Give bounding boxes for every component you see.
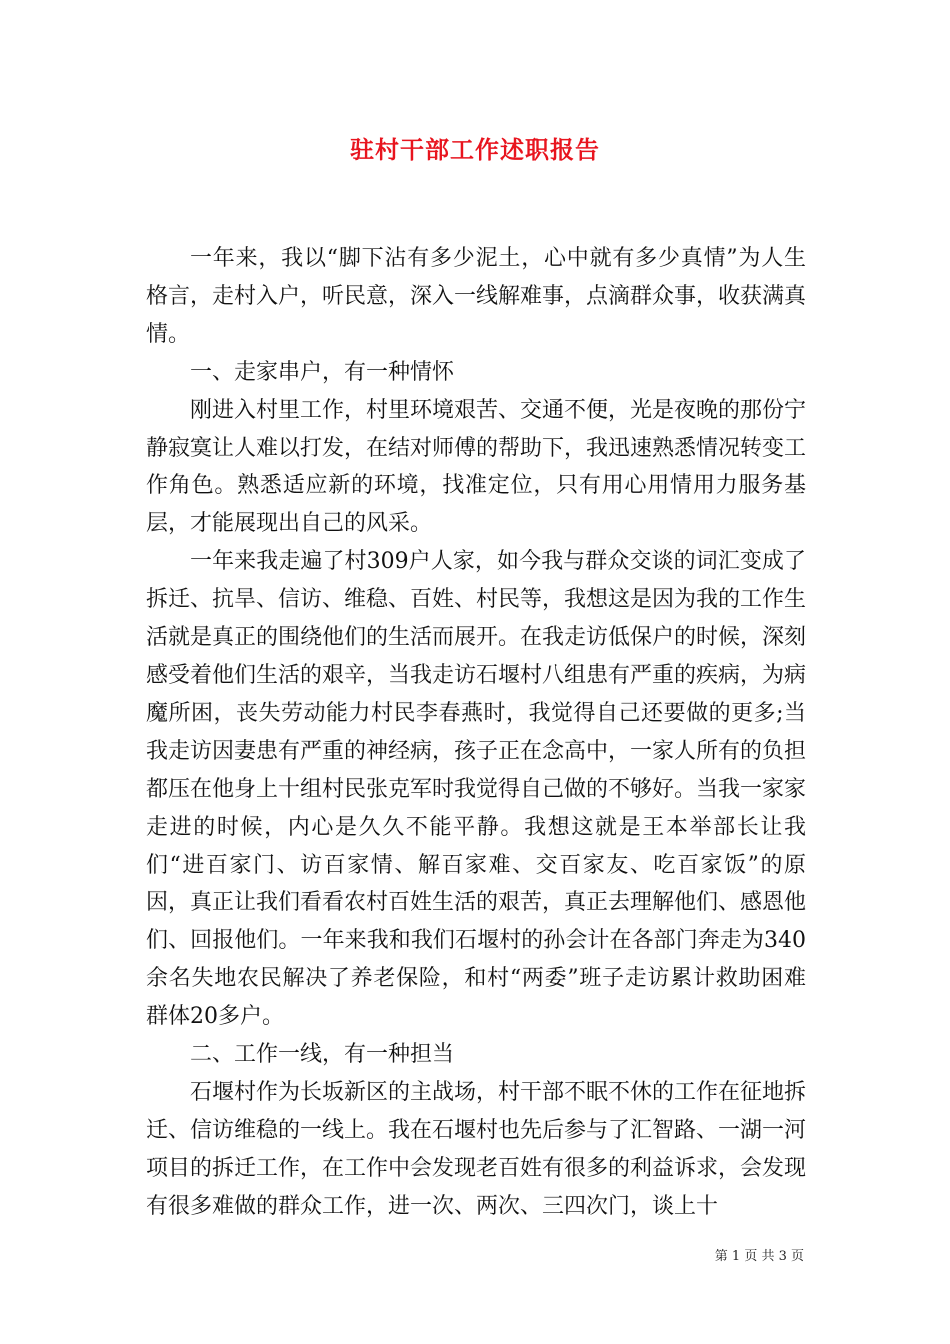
page-title: 驻村干部工作述职报告 [350,135,600,164]
body-paragraph: 刚进入村里工作，村里环境艰苦、交通不便，光是夜晚的那份宁静寂寞让人难以打发，在结对师傅的帮助下，我迅速熟悉情况转变工作角色。熟悉适应新的环境，找准定位，只有用心用情用力服务基层，才能展现出自己的风采。 [146,397,807,537]
intro-paragraph: 一年来，我以“脚下沾有多少泥土，心中就有多少真情”为人生格言，走村入户，听民意，深入一线解难事，点滴群众事，收获满真情。 [146,246,807,347]
section-heading-1: 一、走家串户，有一种情怀 [190,359,455,385]
body-paragraph: 石堰村作为长坂新区的主战场，村干部不眠不休的工作在征地拆迁、信访维稳的一线上。我在石堰村也先后参与了汇智路、一湖一河项目的拆迁工作，在工作中会发现老百姓有很多的利益诉求，会发现有很多难做的群众工作，进一次、两次、三四次门，谈上十 [146,1079,807,1219]
section-heading-2: 二、工作一线，有一种担当 [190,1042,455,1068]
page-number-footer: 第 1 页 共 3 页 [714,1249,804,1264]
body-paragraph: 一年来我走遍了村309户人家，如今我与群众交谈的词汇变成了拆迁、抗旱、信访、维稳、百姓、村民等，我想这是因为我的工作生活就是真正的围绕他们的生活而展开。在我走访低保户的时候，深刻感受着他们生活的艰辛，当我走访石堰村八组患有严重的疾病，为病魔所困，丧失劳动能力村民李春燕时，我觉得自己还要做的更多;当我走访因妻患有严重的神经病，孩子正在念高中，一家人所有的负担都压在他身上十组村民张克军时我觉得自己做的不够好。当我一家家走进的时候，内心是久久不能平静。我想这就是王本举部长让我们“进百家门、访百家情、解百家难、交百家友、吃百家饭”的原因，真正让我们看看农村百姓生活的艰苦，真正去理解他们、感恩他们、回报他们。一年来我和我们石堰村的孙会计在各部门奔走为340余名失地农民解决了养老保险，和村“两委”班子走访累计救助困难群体20多户。 [146,549,807,1030]
document-body [146,240,806,1226]
